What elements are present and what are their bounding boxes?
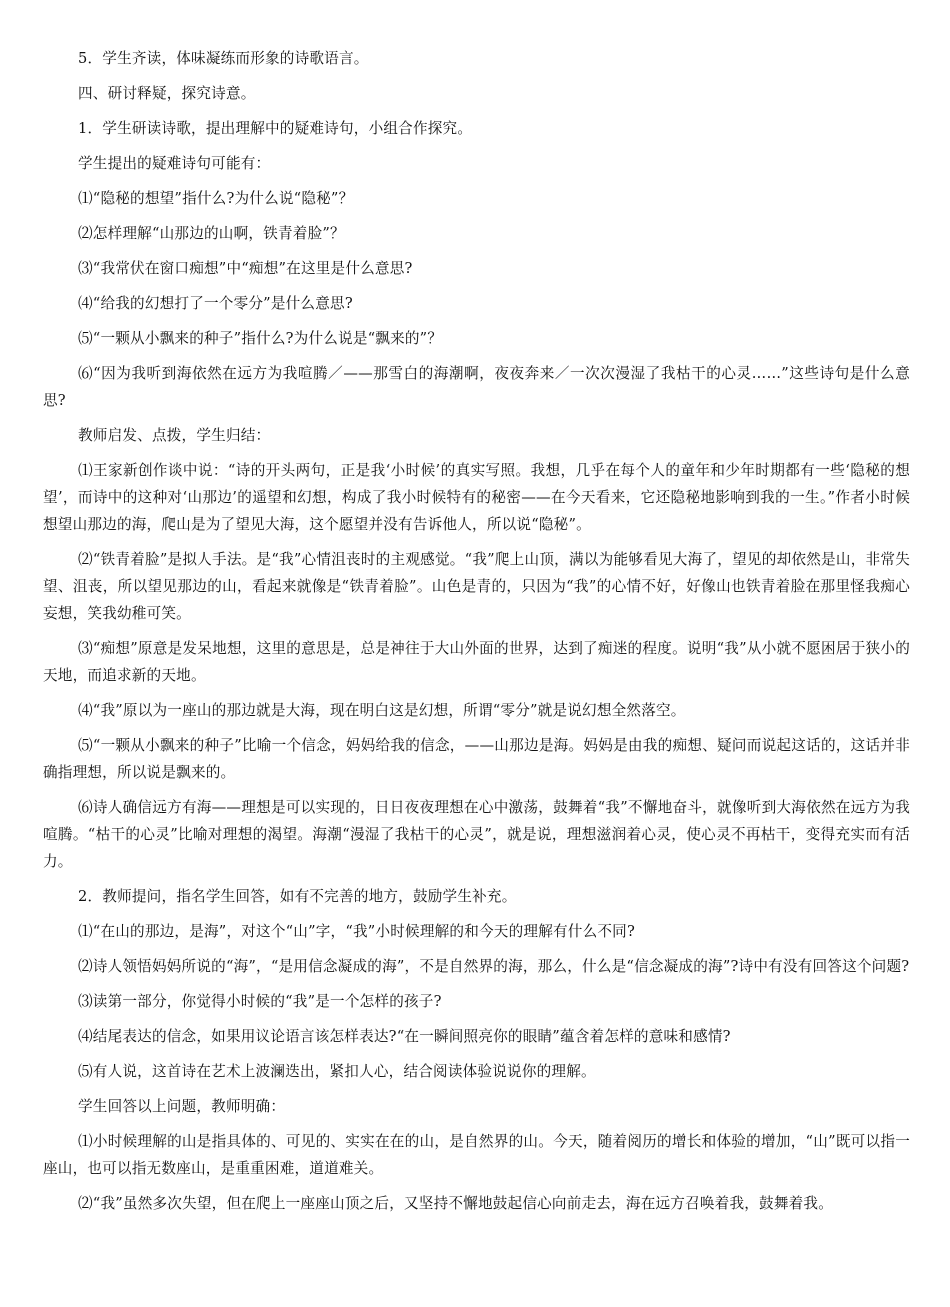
- answer-item: ⑷“我”原以为一座山的那边就是大海，现在明白这是幻想，所谓“零分”就是说幻想全然落空。: [78, 702, 686, 719]
- paragraph: 学生提出的疑难诗句可能有：: [78, 155, 271, 172]
- document-body: [43, 45, 910, 1217]
- question-item: ⑶读第一部分，你觉得小时候的“我”是一个怎样的孩子?: [78, 993, 442, 1010]
- question-item: ⑸“一颗从小飘来的种子”指什么?为什么说是“飘来的”？: [78, 330, 443, 347]
- paragraph: 2．教师提问，指名学生回答，如有不完善的地方，鼓励学生补充。: [78, 888, 517, 905]
- question-item: ⑷结尾表达的信念，如果用议论语言该怎样表达?“在一瞬间照亮你的眼睛”蕴含着怎样的意味和感情?: [78, 1028, 731, 1045]
- question-item: ⑷“给我的幻想打了一个零分”是什么意思?: [78, 295, 353, 312]
- paragraph: 5．学生齐读，体味凝练而形象的诗歌语言。: [78, 50, 369, 67]
- paragraph: 教师启发、点拨，学生归结：: [78, 427, 271, 444]
- answer-item: ⑵“我”虽然多次失望，但在爬上一座座山顶之后，又坚持不懈地鼓起信心向前走去，海在远方召唤着我，鼓舞着我。: [78, 1195, 834, 1212]
- question-item: ⑹“因为我听到海依然在远方为我喧腾／——那雪白的海潮啊，夜夜奔来／一次次漫湿了我枯干的心灵……”这些诗句是什么意思?: [43, 365, 910, 409]
- paragraph: 1．学生研读诗歌，提出理解中的疑难诗句，小组合作探究。: [78, 120, 473, 137]
- answer-item: ⑴小时候理解的山是指具体的、可见的、实实在在的山，是自然界的山。今天，随着阅历的增长和体验的增加，“山”既可以指一座山，也可以指无数座山，是重重困难，道道难关。: [43, 1133, 910, 1177]
- section-heading: 四、研讨释疑，探究诗意。: [78, 85, 256, 102]
- question-item: ⑵怎样理解“山那边的山啊，铁青着脸”？: [78, 225, 345, 242]
- answer-item: ⑶“痴想”原意是发呆地想，这里的意思是，总是神往于大山外面的世界，达到了痴迷的程度。说明“我”从小就不愿困居于狭小的天地，而追求新的天地。: [43, 640, 910, 684]
- answer-item: ⑵“铁青着脸”是拟人手法。是“我”心情沮丧时的主观感觉。“我”爬上山顶，满以为能够看见大海了，望见的却依然是山，非常失望、沮丧，所以望见那边的山，看起来就像是“铁青着脸”。山色是青的，只因为“我”的心情不好，好像山也铁青着脸在那里怪我痴心妄想，笑我幼稚可笑。: [43, 551, 910, 622]
- question-item: ⑴“隐秘的想望”指什么?为什么说“隐秘”？: [78, 190, 354, 207]
- question-item: ⑸有人说，这首诗在艺术上波澜迭出，紧扣人心，结合阅读体验说说你的理解。: [78, 1063, 596, 1080]
- answer-item: ⑴王家新创作谈中说：“诗的开头两句，正是我‘小时候’的真实写照。我想，几乎在每个人的童年和少年时期都有一些‘隐秘的想望’，而诗中的这种对‘山那边’的遥望和幻想，构成了我小时候特有的秘密——在今天看来，它还隐秘地影响到我的一生。”作者小时候想望山那边的海，爬山是为了望见大海，这个愿望并没有告诉他人，所以说“隐秘”。: [43, 462, 910, 533]
- question-item: ⑶“我常伏在窗口痴想”中“痴想”在这里是什么意思?: [78, 260, 413, 277]
- question-item: ⑴“在山的那边，是海”，对这个“山”字，“我”小时候理解的和今天的理解有什么不同?: [78, 923, 635, 940]
- answer-item: ⑹诗人确信远方有海——理想是可以实现的，日日夜夜理想在心中激荡，鼓舞着“我”不懈地奋斗，就像听到大海依然在远方为我喧腾。“枯干的心灵”比喻对理想的渴望。海潮“漫湿了我枯干的心灵”，就是说，理想滋润着心灵，使心灵不再枯干，变得充实而有活力。: [43, 799, 910, 870]
- question-item: ⑵诗人领悟妈妈所说的“海”，“是用信念凝成的海”，不是自然界的海，那么，什么是“信念凝成的海”?诗中有没有回答这个问题?: [78, 958, 910, 975]
- paragraph: 学生回答以上问题，教师明确：: [78, 1098, 286, 1115]
- answer-item: ⑸“一颗从小飘来的种子”比喻一个信念，妈妈给我的信念，——山那边是海。妈妈是由我的痴想、疑问而说起这话的，这话并非确指理想，所以说是飘来的。: [43, 737, 910, 781]
